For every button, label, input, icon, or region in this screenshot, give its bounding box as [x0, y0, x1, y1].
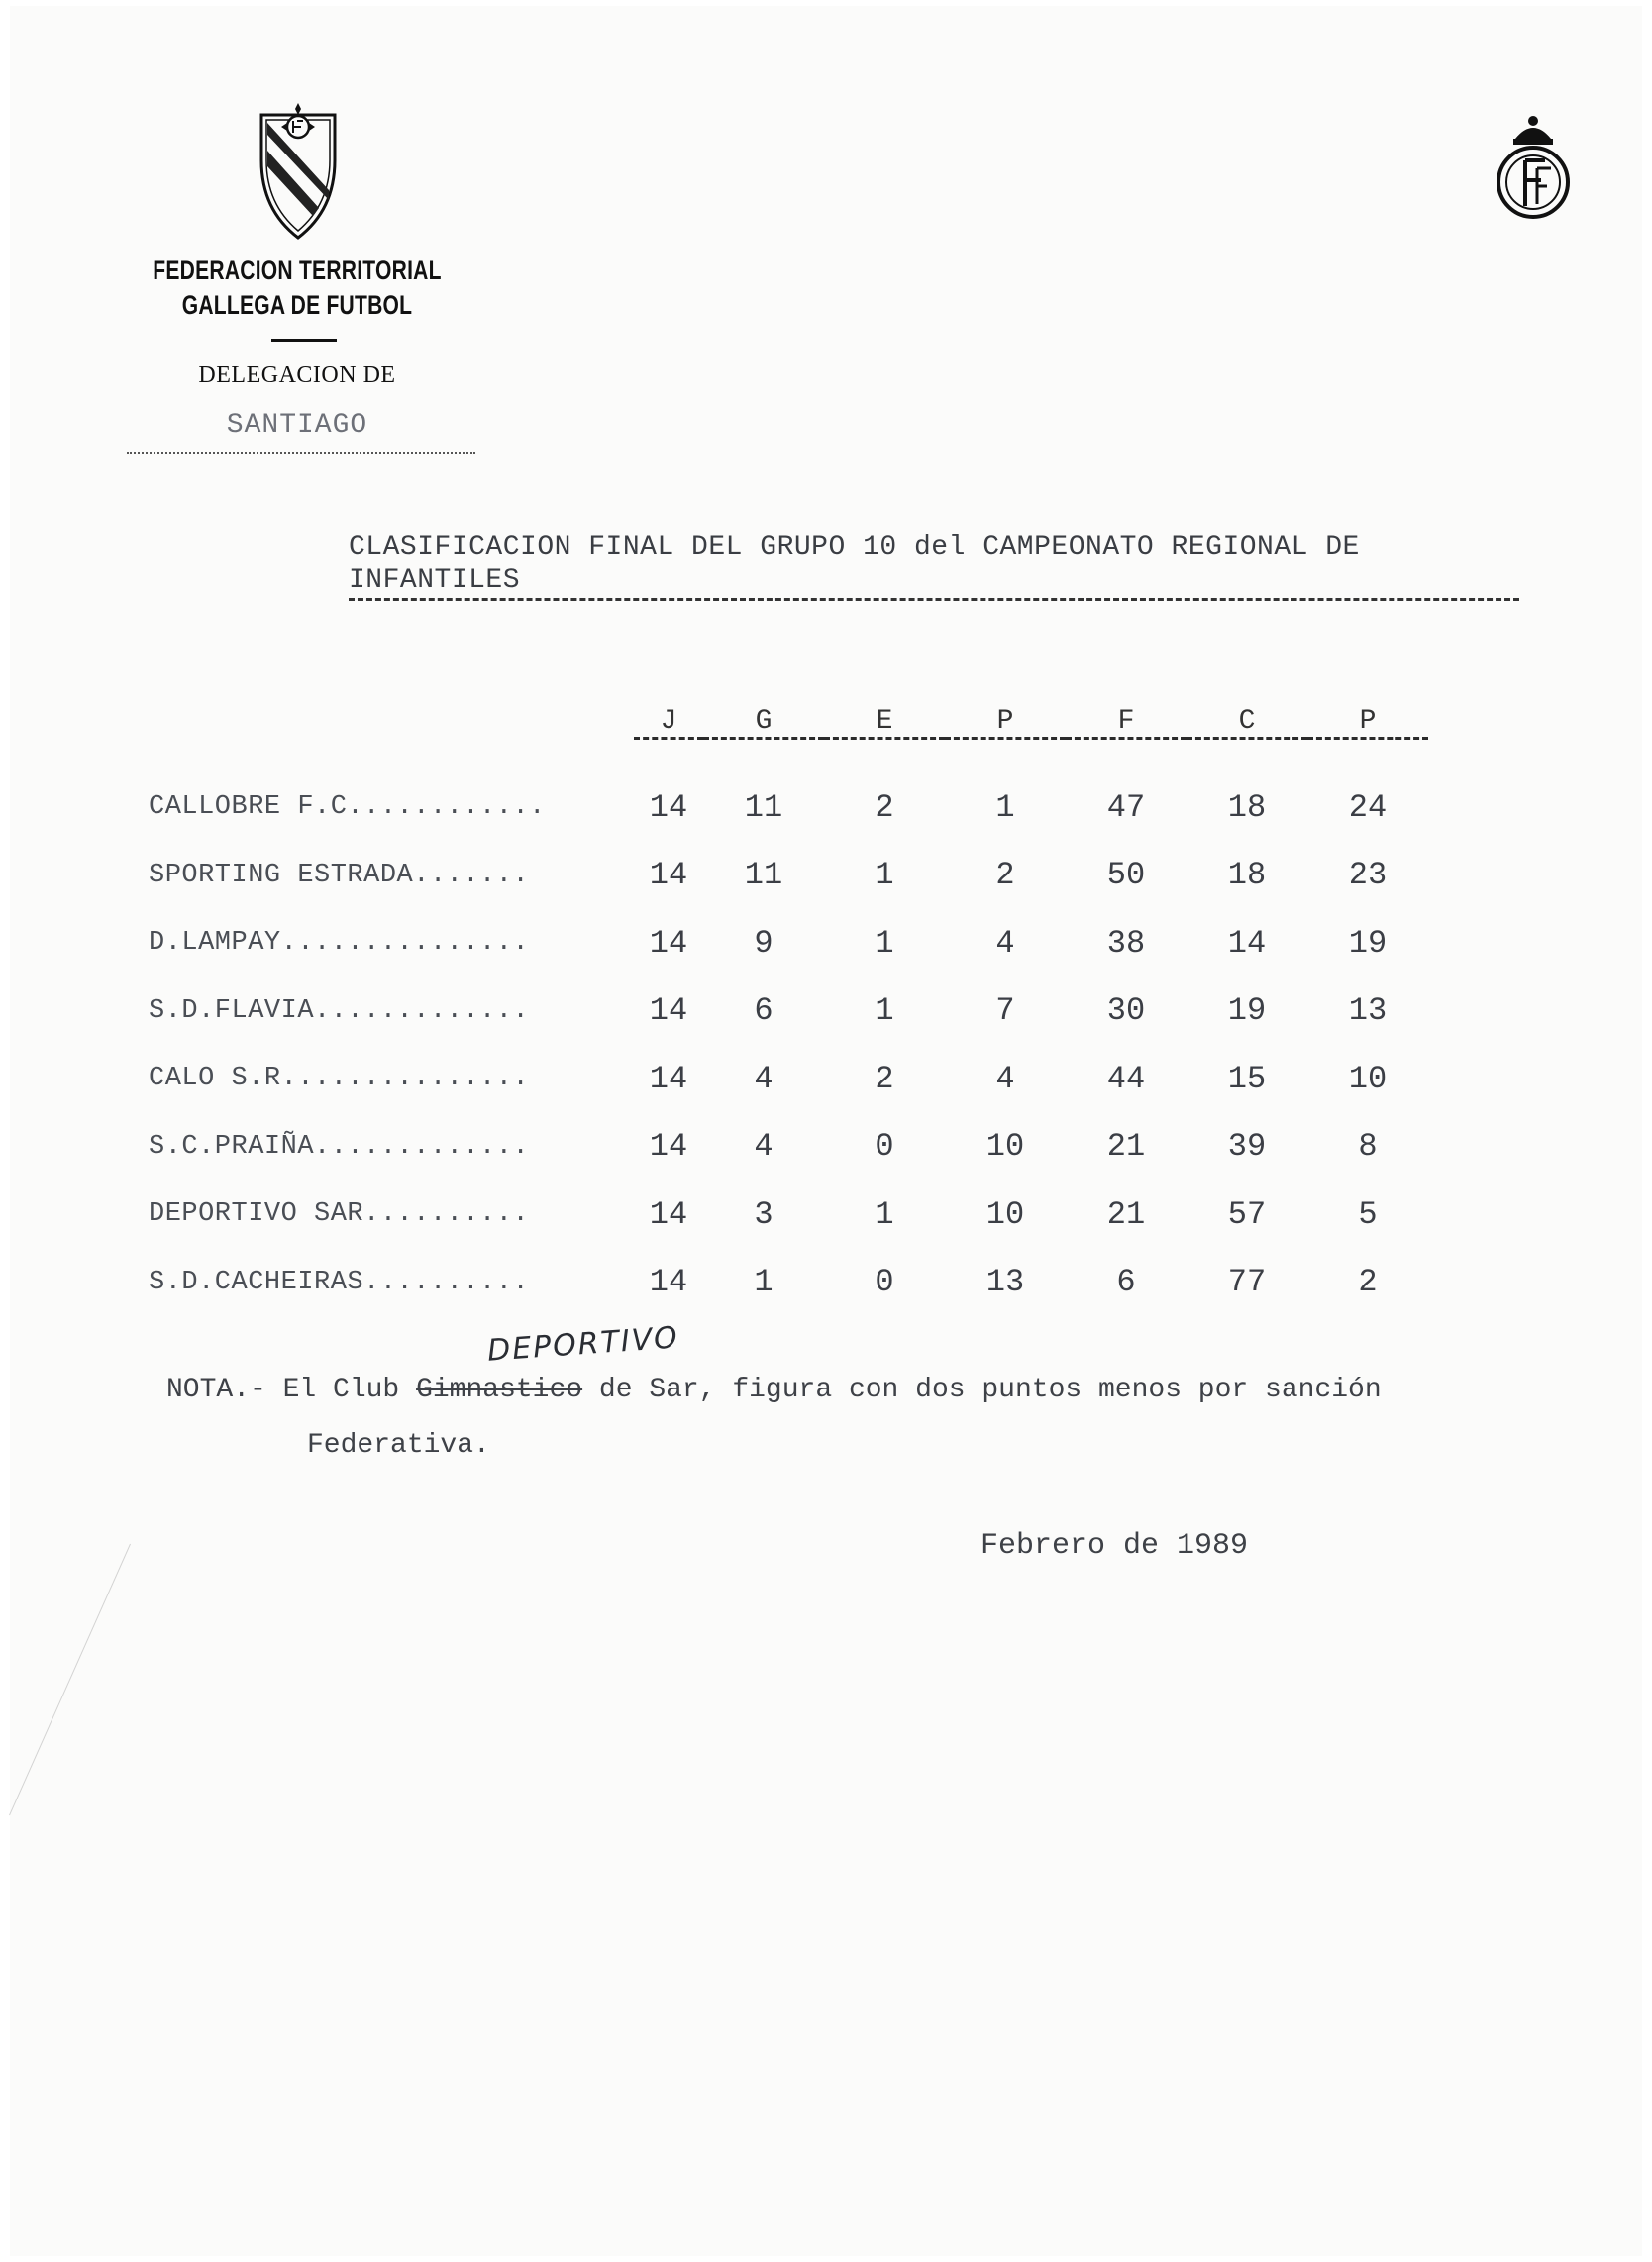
column-header: P — [945, 693, 1066, 739]
footnote — [166, 1363, 1622, 1474]
stat-cell: 0 — [875, 1128, 894, 1166]
column-header: F — [1066, 693, 1187, 739]
stat-cell: 8 — [1358, 1128, 1378, 1166]
column-header: C — [1187, 693, 1307, 739]
team-name-cell — [149, 977, 634, 1046]
stat-cell: 10 — [985, 1195, 1025, 1233]
table-row — [149, 842, 1428, 910]
column-header: E — [824, 693, 945, 739]
stat-cell: 47 — [1106, 788, 1146, 826]
stat-cell: 18 — [1227, 857, 1267, 894]
table-header-row — [149, 693, 1428, 739]
stat-cell: 39 — [1227, 1128, 1267, 1166]
federation-shield-logo-icon — [258, 101, 339, 242]
stat-cell: 2 — [995, 857, 1015, 894]
stat-cell: 1 — [754, 1264, 774, 1301]
stat-cell: 30 — [1106, 992, 1146, 1030]
footnote-text: de Sar, figura con dos puntos menos por sanción — [598, 1375, 1382, 1405]
stat-cell: 14 — [649, 857, 688, 894]
leader-dots: ............. — [314, 995, 530, 1026]
stat-cell: 11 — [744, 788, 783, 826]
document-title: CLASIFICACION FINAL DEL GRUPO 10 del CAMPEONATO REGIONAL DE INFANTILES — [349, 532, 1360, 596]
document-date: Febrero de 1989 — [981, 1529, 1249, 1563]
stat-cell: 7 — [995, 992, 1015, 1030]
stat-cell: 19 — [1348, 924, 1388, 962]
stat-cell: 4 — [995, 1060, 1015, 1097]
handwritten-correction: DEPORTIVO — [486, 1320, 680, 1369]
team-name: SPORTING ESTRADA — [149, 860, 414, 890]
stat-cell: 19 — [1227, 992, 1267, 1030]
stat-cell: 2 — [1358, 1264, 1378, 1301]
stat-cell: 4 — [754, 1060, 774, 1097]
stat-cell: 14 — [649, 1264, 688, 1301]
stat-cell: 77 — [1227, 1264, 1267, 1301]
stat-cell: 14 — [649, 924, 688, 962]
stat-cell: 14 — [649, 1060, 688, 1097]
column-header: J — [634, 693, 703, 739]
team-name: S.D.CACHEIRAS — [149, 1267, 364, 1297]
team-name: S.D.FLAVIA — [149, 995, 315, 1026]
divider — [271, 339, 337, 342]
paper-crease — [9, 1544, 131, 1815]
dotted-divider — [127, 452, 475, 454]
stat-cell: 3 — [754, 1195, 774, 1233]
stat-cell: 1 — [995, 788, 1015, 826]
standings-table — [149, 693, 1428, 1316]
stat-cell: 9 — [754, 924, 774, 962]
stat-cell: 14 — [649, 1128, 688, 1166]
leader-dots: .............. — [297, 1064, 530, 1094]
stat-cell: 4 — [995, 924, 1015, 962]
stat-cell: 5 — [1358, 1195, 1378, 1233]
stat-cell: 15 — [1227, 1060, 1267, 1097]
title-underline — [349, 598, 1519, 601]
stat-cell: 13 — [1348, 992, 1388, 1030]
table-row — [149, 1249, 1428, 1317]
table-row — [149, 1045, 1428, 1113]
stat-cell: 2 — [875, 1060, 894, 1097]
stat-cell: 24 — [1348, 788, 1388, 826]
team-name-cell — [149, 1045, 634, 1113]
stat-cell: 57 — [1227, 1195, 1267, 1233]
footnote-line-1 — [166, 1363, 1622, 1418]
stat-cell: 1 — [875, 1195, 894, 1233]
team-name-cell — [149, 1249, 634, 1317]
team-name-cell — [149, 842, 634, 910]
team-name: CALO S.R. — [149, 1064, 298, 1094]
team-name-cell — [149, 773, 634, 842]
stat-cell: 6 — [754, 992, 774, 1030]
team-name: CALLOBRE F.C. — [149, 792, 364, 823]
table-row — [149, 977, 1428, 1046]
stat-cell: 14 — [1227, 924, 1267, 962]
team-name-cell — [149, 909, 634, 977]
stat-cell: 14 — [649, 1195, 688, 1233]
leader-dots: .......... — [363, 1267, 530, 1297]
leader-dots: ........... — [363, 792, 546, 823]
stat-cell: 10 — [985, 1128, 1025, 1166]
stat-cell: 2 — [875, 788, 894, 826]
table-row — [149, 1113, 1428, 1182]
stat-cell: 21 — [1106, 1195, 1146, 1233]
team-name-cell — [149, 1181, 634, 1249]
footnote-line-2: Federativa. — [307, 1430, 490, 1461]
stat-cell: 13 — [985, 1264, 1025, 1301]
struck-word: Gimnastico — [416, 1375, 583, 1405]
table-row — [149, 1181, 1428, 1249]
stat-cell: 14 — [649, 992, 688, 1030]
stat-cell: 6 — [1116, 1264, 1136, 1301]
stat-cell: 1 — [875, 992, 894, 1030]
team-column-header — [149, 693, 634, 739]
stat-cell: 14 — [649, 788, 688, 826]
delegation-city: SANTIAGO — [226, 410, 368, 441]
team-name: D.LAMPAY — [149, 928, 281, 959]
stat-cell: 11 — [744, 857, 783, 894]
stat-cell: 38 — [1106, 924, 1146, 962]
leader-dots: ............. — [314, 1131, 530, 1162]
stat-cell: 4 — [754, 1128, 774, 1166]
stat-cell: 23 — [1348, 857, 1388, 894]
stat-cell: 1 — [875, 924, 894, 962]
royal-crowned-federation-emblem-icon — [1494, 109, 1573, 226]
leader-dots: .......... — [363, 1199, 530, 1230]
stat-cell: 0 — [875, 1264, 894, 1301]
team-name-cell — [149, 1113, 634, 1182]
stat-cell: 21 — [1106, 1128, 1146, 1166]
team-name: S.C.PRAIÑA — [149, 1131, 315, 1162]
leader-dots: ....... — [413, 860, 530, 890]
stat-cell: 10 — [1348, 1060, 1388, 1097]
delegation-label: DELEGACION DE — [198, 362, 396, 388]
team-name: DEPORTIVO SAR — [149, 1199, 364, 1230]
column-header: P — [1307, 693, 1428, 739]
footnote-prefix: NOTA.- El Club — [166, 1375, 400, 1405]
federation-name: FEDERACION TERRITORIAL GALLEGA DE FUTBOL — [153, 256, 442, 320]
stat-cell: 1 — [875, 857, 894, 894]
stat-cell: 44 — [1106, 1060, 1146, 1097]
table-row — [149, 909, 1428, 977]
table-row — [149, 773, 1428, 842]
stat-cell: 18 — [1227, 788, 1267, 826]
column-header: G — [703, 693, 824, 739]
stat-cell: 50 — [1106, 857, 1146, 894]
spacer-row — [149, 739, 1428, 774]
leader-dots: ............... — [280, 928, 530, 959]
